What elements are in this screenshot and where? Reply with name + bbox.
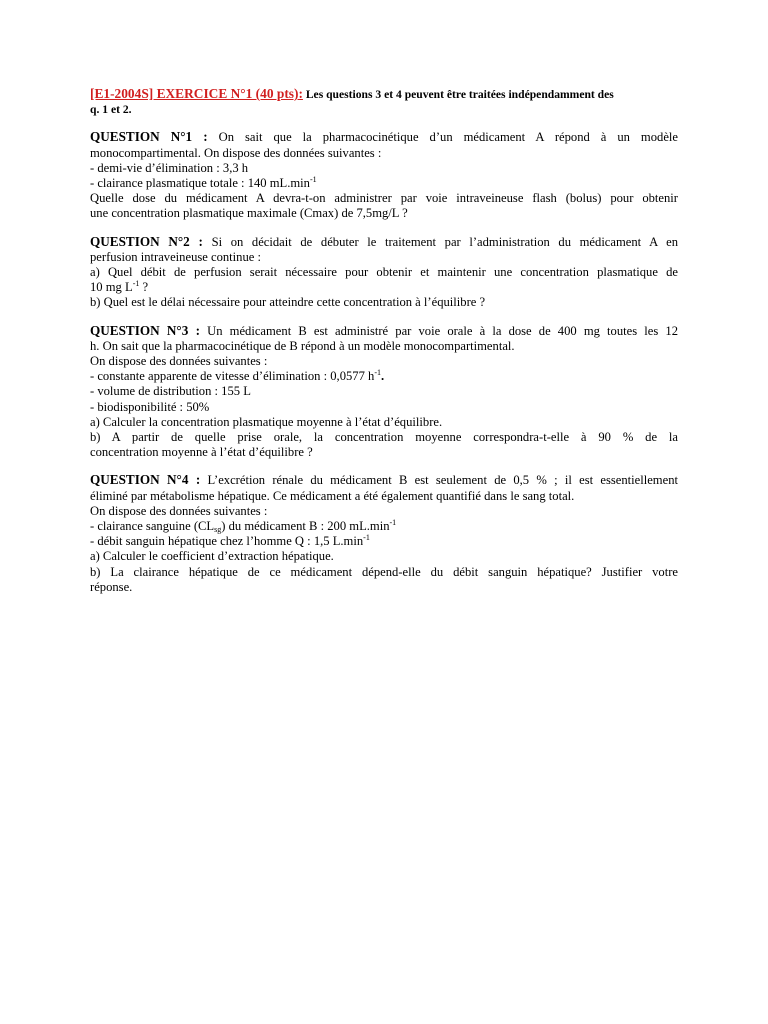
q3-line-3: On dispose des données suivantes : [90,354,268,369]
q4-line-4 [90,519,678,534]
q4-text-5: - débit sanguin hépatique chez l’homme Q : 1,5 L.min [90,534,364,549]
q3-text-4b: . [381,369,385,384]
q3-sup-4: -1 [374,368,381,378]
q2-text-4a: 10 mg L [90,280,133,295]
question-3-label: QUESTION N°3 : [90,322,200,338]
q4-line-7: b) La clairance hépatique de ce médicament dépend-elle du débit sanguin hépatique? Justifier votre [90,564,678,579]
exercise-header [90,86,678,117]
question-1-label: QUESTION N°1 : [90,129,208,145]
question-3 [90,323,678,461]
q2-line-4 [90,280,678,295]
q1-sup-4: -1 [309,174,317,184]
q2-sup-4: -1 [132,279,140,289]
q4-sub-4: sg [214,525,222,535]
q4-line-1 [90,472,678,488]
q4-text-1: L’excrétion rénale du médicament B est seulement de 0,5 % ; il est essentiellement [200,473,678,488]
q4-sup-5: -1 [363,533,370,543]
q3-text-4a: - constante apparente de vitesse d’élimination : 0,0577 h [90,369,375,384]
exercise-note-cont: q. 1 et 2. [90,103,132,117]
q3-line-5: - volume de distribution : 155 L [90,384,251,399]
q4-text-4b: ) du médicament B : 200 mL.min [221,519,390,534]
exercise-document [90,86,678,607]
question-4 [90,472,678,595]
q2-line-2: perfusion intraveineuse continue : [90,249,262,264]
exercise-note: Les questions 3 et 4 peuvent être traitées indépendamment des [302,88,614,101]
q3-line-6: - biodisponibilité : 50% [90,399,210,414]
q1-line-4 [90,176,678,191]
q1-line-3: - demi-vie d’élimination : 3,3 h [90,160,249,175]
q2-line-3: a) Quel débit de perfusion serait nécessaire pour obtenir et maintenir une concentration plasmatique de [90,265,678,280]
q3-line-1 [90,323,678,339]
q2-text-1: Si on décidait de débuter le traitement par l’administration du médicament A en [202,234,679,249]
q1-text-4: - clairance plasmatique totale : 140 mL.min [90,176,310,191]
q2-text-4b: ? [139,280,149,295]
q1-text-1: On sait que la pharmacocinétique d’un médicament A répond à un modèle [207,130,678,145]
q4-line-8: réponse. [90,579,133,594]
q4-line-2: éliminé par métabolisme hépatique. Ce médicament a été également quantifié dans le sang total. [90,488,575,503]
q4-line-6: a) Calculer le coefficient d’extraction hépatique. [90,549,334,564]
q3-line-9: concentration moyenne à l’état d’équilibre ? [90,445,313,460]
q4-line-3: On dispose des données suivantes : [90,503,268,518]
exercise-title: [E1-2004S] EXERCICE N°1 (40 pts): [90,86,303,101]
q4-line-5 [90,534,678,549]
question-2 [90,234,678,311]
q1-line-6: une concentration plasmatique maximale (Cmax) de 7,5mg/L ? [90,206,408,221]
q3-line-4 [90,369,678,384]
question-1 [90,129,678,221]
q2-line-1 [90,234,678,250]
q2-line-5: b) Quel est le délai nécessaire pour atteindre cette concentration à l’équilibre ? [90,295,486,310]
question-4-label: QUESTION N°4 : [90,472,201,488]
q3-line-8: b) A partir de quelle prise orale, la concentration moyenne correspondra-t-elle à 90 % de la [90,430,678,445]
q4-sup-4: -1 [389,517,397,527]
q1-line-1 [90,129,678,145]
q4-text-4a: - clairance sanguine (CL [90,519,215,534]
q1-line-5: Quelle dose du médicament A devra-t-on administrer par voie intraveineuse flash (bolus) pour obtenir [90,191,678,206]
q3-line-7: a) Calculer la concentration plasmatique moyenne à l’état d’équilibre. [90,414,443,429]
q3-text-1: Un médicament B est administré par voie orale à la dose de 400 mg toutes les 12 [199,323,678,338]
q3-line-2: h. On sait que la pharmacocinétique de B répond à un modèle monocompartimental. [90,338,515,353]
q1-line-2: monocompartimental. On dispose des données suivantes : [90,145,382,160]
question-2-label: QUESTION N°2 : [90,233,203,249]
